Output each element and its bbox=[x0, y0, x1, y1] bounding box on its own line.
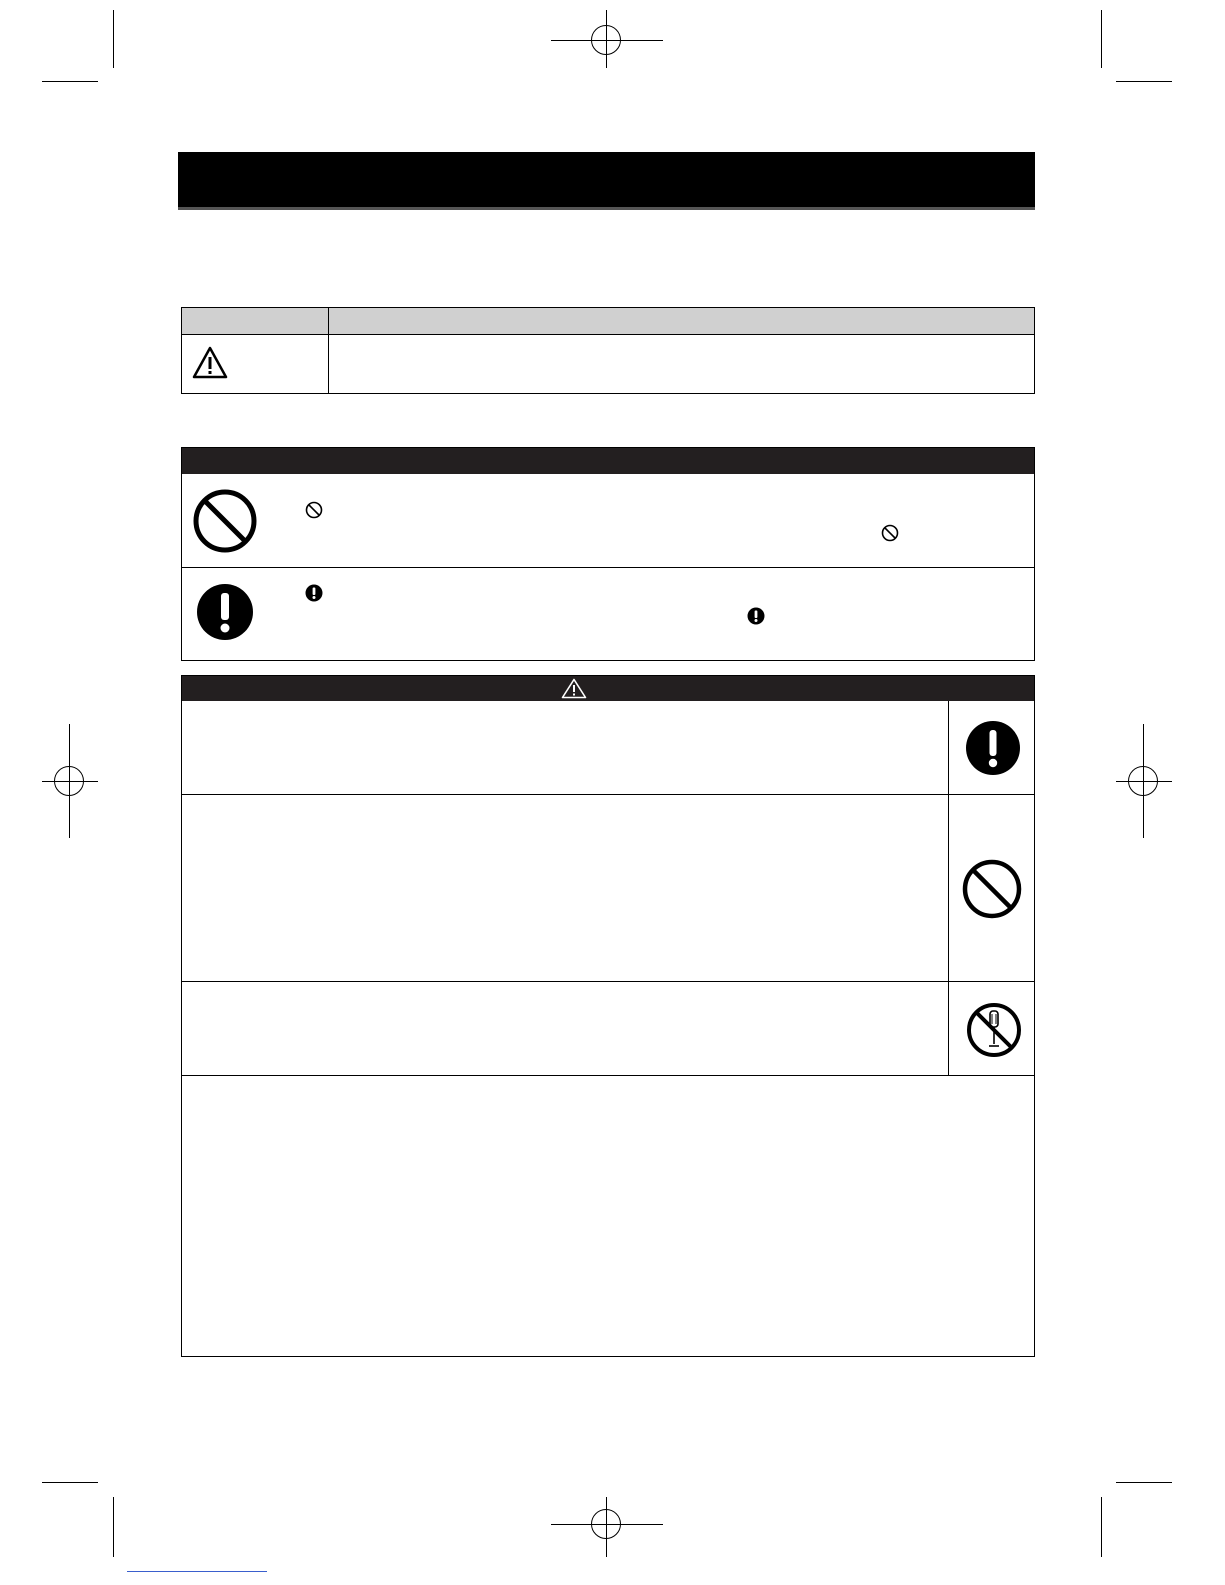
legend-table bbox=[181, 307, 1035, 394]
mandatory-action-icon bbox=[195, 582, 255, 647]
symbols-header bbox=[182, 448, 1034, 474]
page-title-bar bbox=[178, 152, 1035, 209]
footer-underline bbox=[127, 1571, 267, 1572]
prohibition-small-icon bbox=[305, 501, 323, 524]
warning-section bbox=[181, 675, 1035, 1357]
mandatory-action-icon bbox=[965, 720, 1021, 781]
symbols-section bbox=[181, 447, 1035, 661]
mandatory-small-icon bbox=[305, 584, 323, 607]
prohibition-inline-icon bbox=[881, 524, 899, 547]
legend-table-header bbox=[182, 308, 1034, 335]
do-not-disassemble-icon bbox=[965, 1001, 1023, 1064]
prohibition-icon bbox=[192, 488, 258, 559]
mandatory-inline-icon bbox=[747, 607, 765, 630]
prohibition-icon bbox=[961, 858, 1023, 925]
warning-triangle-icon bbox=[192, 346, 228, 385]
warning-header-triangle-icon bbox=[561, 678, 587, 704]
warning-header bbox=[182, 676, 1034, 701]
